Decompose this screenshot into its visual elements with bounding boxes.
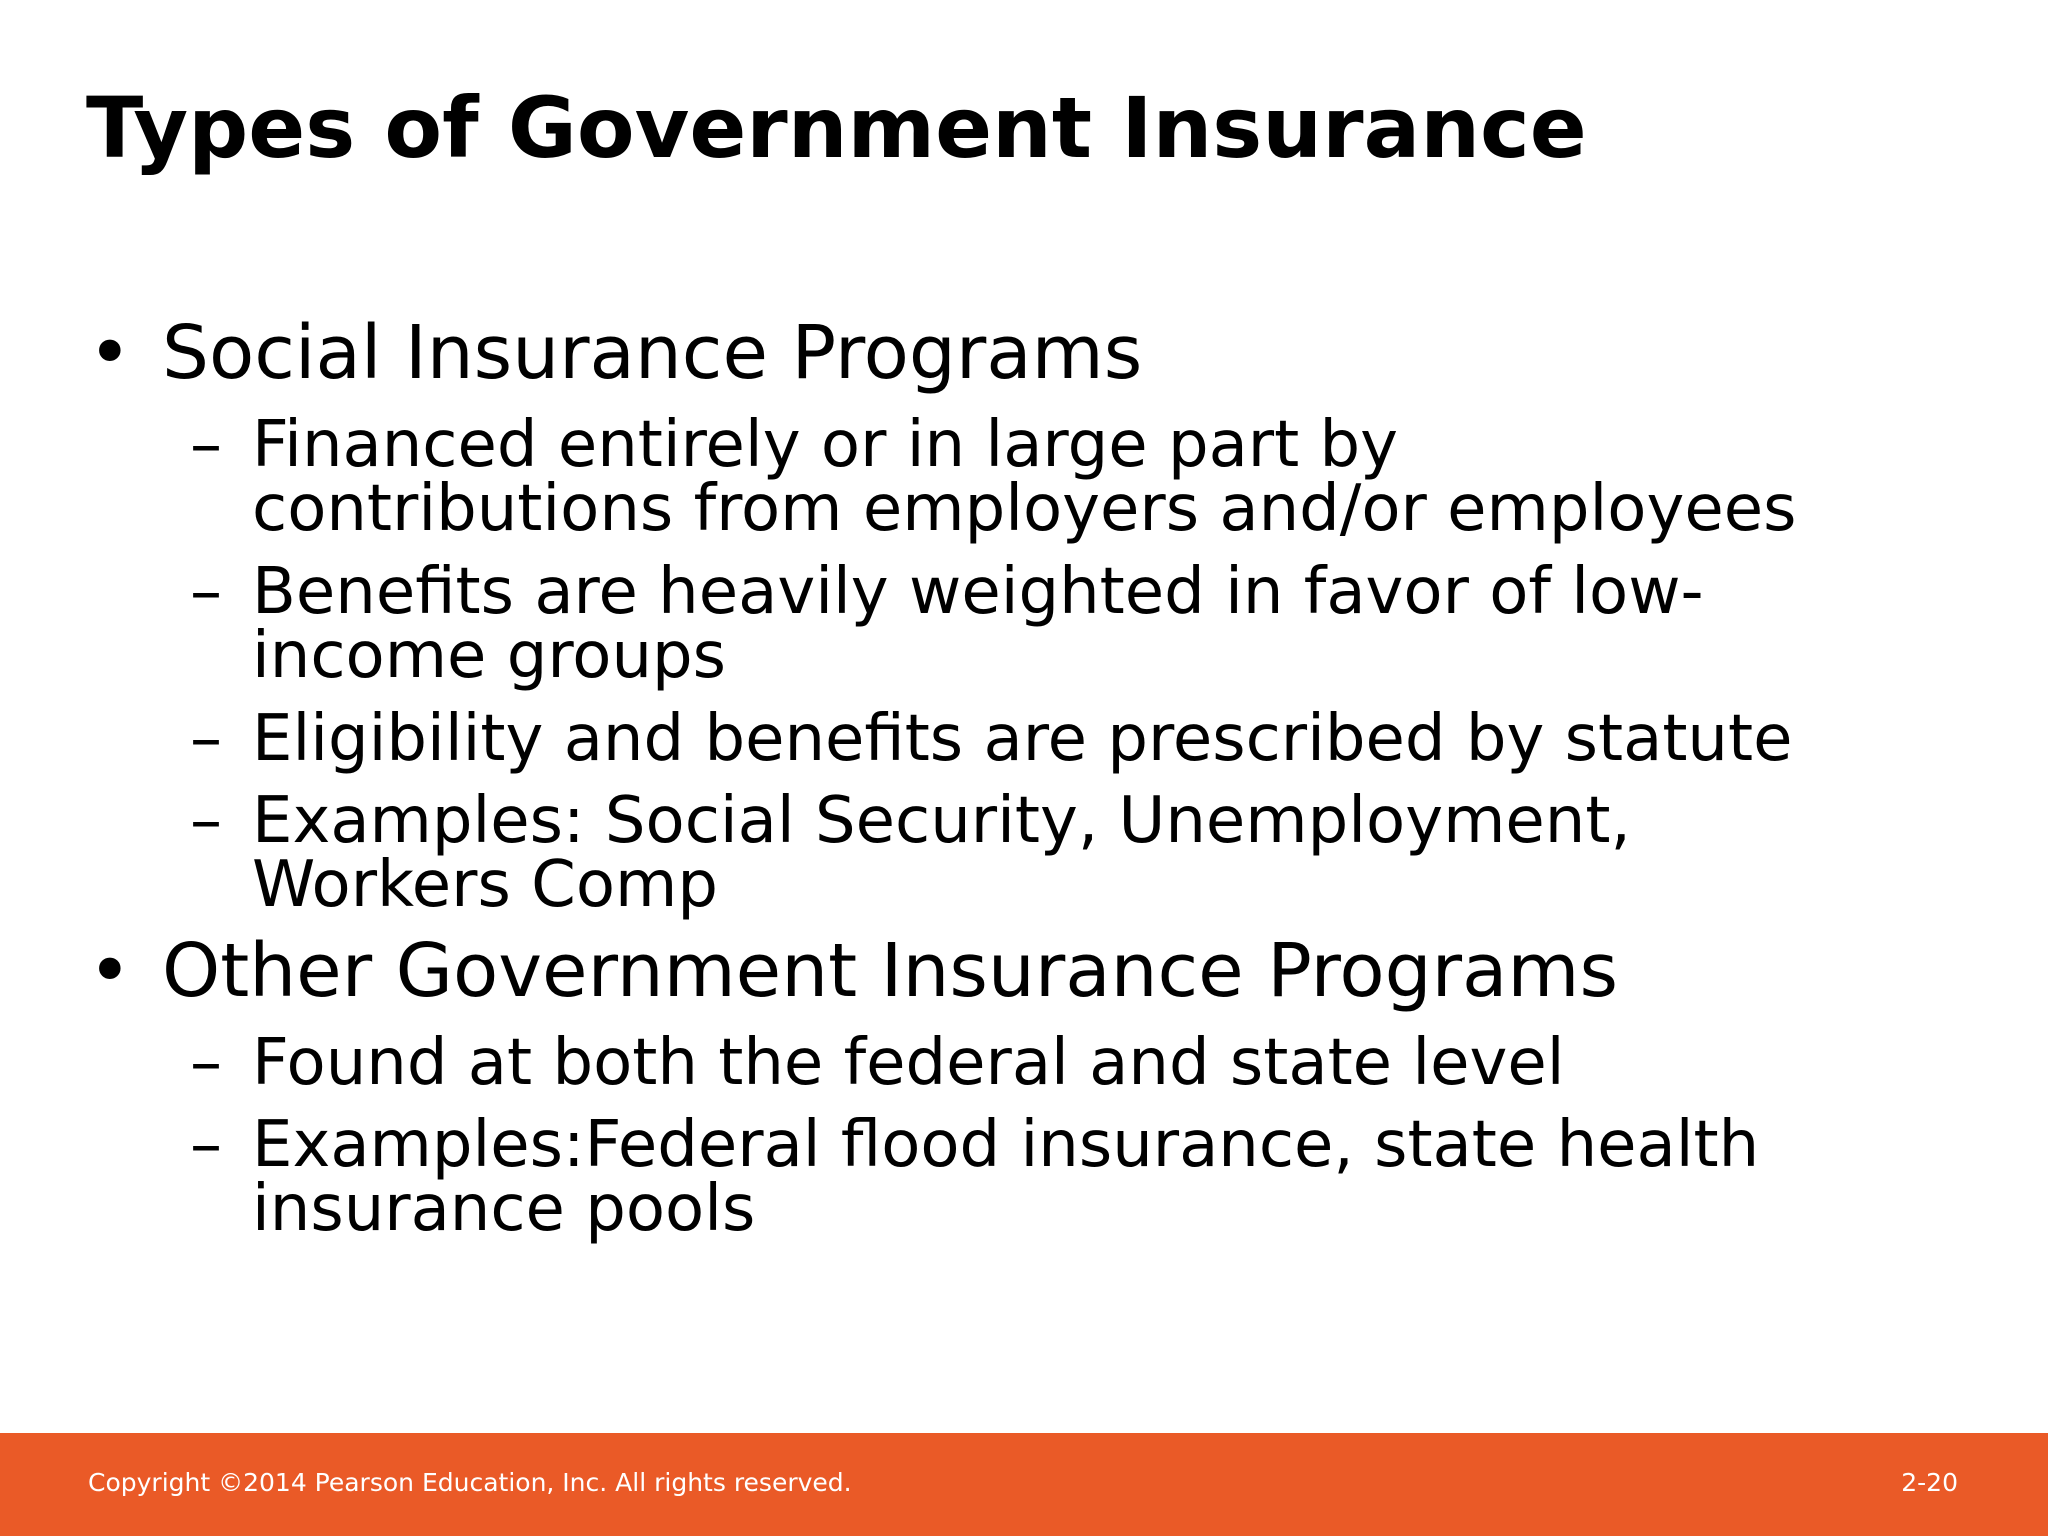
bullet-marker: • xyxy=(88,310,132,396)
bullet-text: Other Government Insurance Programs xyxy=(162,928,1619,1014)
subitem-line: Examples:Federal flood insurance, state health xyxy=(252,1108,1760,1182)
subitem-line: Workers Comp xyxy=(252,848,718,922)
subitem-line: Found at both the federal and state level xyxy=(252,1026,1565,1100)
dash-marker: – xyxy=(190,1108,222,1182)
subitem-line: contributions from employers and/or employees xyxy=(252,472,1797,546)
dash-marker: – xyxy=(190,784,222,858)
dash-marker: – xyxy=(190,1026,222,1100)
subitem-line: Eligibility and benefits are prescribed by statute xyxy=(252,702,1793,776)
subitem-line: Benefits are heavily weighted in favor of low- xyxy=(252,555,1704,629)
bullet-marker: • xyxy=(88,928,132,1014)
dash-marker: – xyxy=(190,702,222,776)
bullet-text: Social Insurance Programs xyxy=(162,310,1143,396)
slide-title: Types of Government Insurance xyxy=(86,79,1587,177)
page-number: 2-20 xyxy=(1901,1468,1958,1497)
subitem-line: Financed entirely or in large part by xyxy=(252,408,1399,482)
subitem-line: income groups xyxy=(252,619,726,693)
subitem-line: insurance pools xyxy=(252,1172,756,1246)
subitem-line: Examples: Social Security, Unemployment, xyxy=(252,784,1631,858)
dash-marker: – xyxy=(190,555,222,629)
copyright-notice: Copyright ©2014 Pearson Education, Inc. All rights reserved. xyxy=(88,1468,852,1497)
dash-marker: – xyxy=(190,408,222,482)
footer-bar xyxy=(0,1433,2048,1536)
